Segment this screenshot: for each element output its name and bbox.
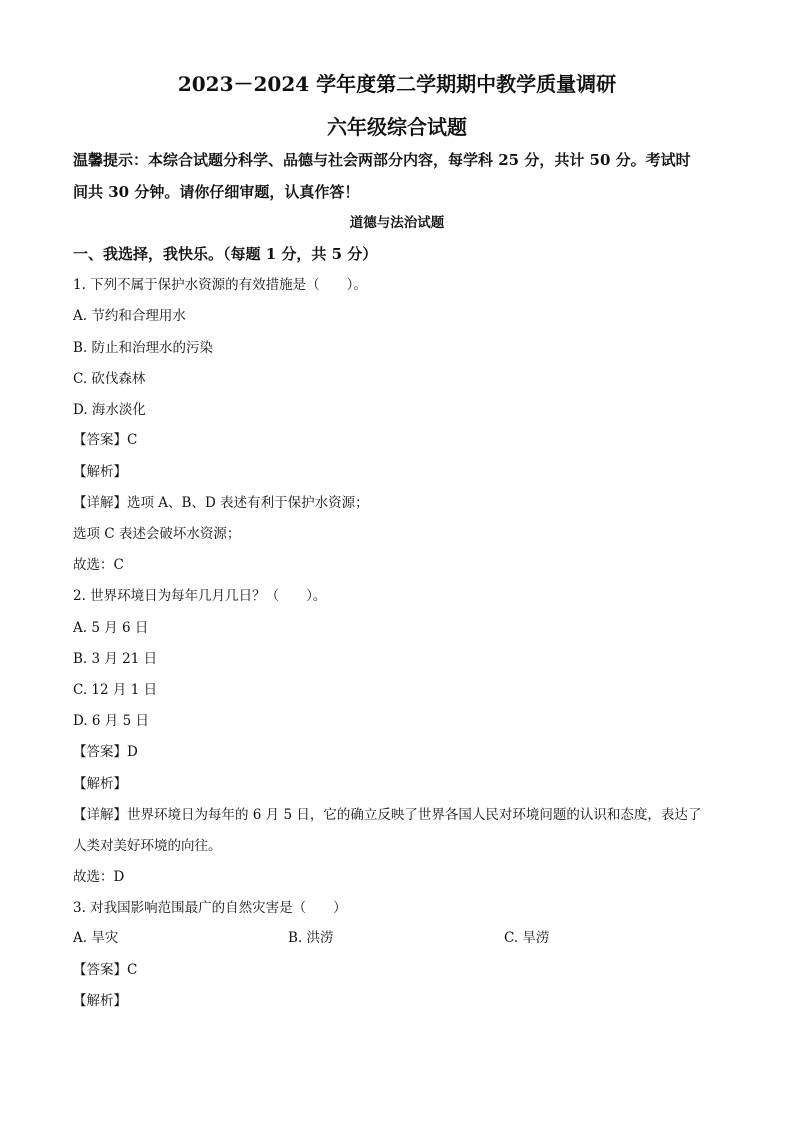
question-1-option-c: C. 砍伐森林 [73,371,146,387]
part-title: 一、我选择，我快乐。（每题 1 分，共 5 分） [73,245,378,263]
question-3-options [73,929,753,949]
exam-title: 2023－2024 学年度第二学期期中教学质量调研 [177,72,617,96]
question-1-stem: 1. 下列不属于保护水资源的有效措施是（ ）。 [73,277,367,293]
question-1-option-a: A. 节约和合理用水 [73,308,186,324]
question-2-option-b: B. 3 月 21 日 [73,651,158,667]
question-1-conclusion: 故选：C [73,557,124,573]
question-2-conclusion: 故选：D [73,869,125,885]
question-1-option-b: B. 防止和治理水的污染 [73,340,214,356]
question-2-answer: 【答案】D [73,744,138,760]
question-1-option-d: D. 海水淡化 [73,402,146,418]
notice-line-2: 间共 30 分钟。请你仔细审题，认真作答！ [73,183,360,201]
question-2-analysis: 【解析】 [73,776,127,792]
question-1-answer: 【答案】C [73,432,138,448]
section-title: 道德与法治试题 [349,215,445,231]
question-3-option-b: B. 洪涝 [288,930,334,946]
question-1-detail-1: 【详解】选项 A、B、D 表述有利于保护水资源； [73,495,369,511]
question-2-option-c: C. 12 月 1 日 [73,682,158,698]
question-3-option-c: C. 旱涝 [504,930,550,946]
question-2-stem: 2. 世界环境日为每年几月几日？（ ）。 [73,588,327,604]
question-1-detail-2: 选项 C 表述会破坏水资源； [73,526,241,542]
question-3-analysis: 【解析】 [73,993,127,1009]
question-2-detail-2: 人类对美好环境的向往。 [73,838,222,854]
question-3-stem: 3. 对我国影响范围最广的自然灾害是（ ） [73,900,347,916]
question-1-analysis: 【解析】 [73,464,127,480]
notice-line-1: 温馨提示：本综合试题分科学、品德与社会两部分内容，每学科 25 分，共计 50 分。考试时 [73,151,691,169]
question-3-option-a: A. 旱灾 [73,930,119,946]
question-3-answer: 【答案】C [73,962,138,978]
question-2-detail-1: 【详解】世界环境日为每年的 6 月 5 日，它的确立反映了世界各国人民对环境问题的认识和态度，表达了 [73,807,702,823]
question-2-option-d: D. 6 月 5 日 [73,713,149,729]
exam-subtitle: 六年级综合试题 [327,115,467,139]
question-2-option-a: A. 5 月 6 日 [73,620,149,636]
